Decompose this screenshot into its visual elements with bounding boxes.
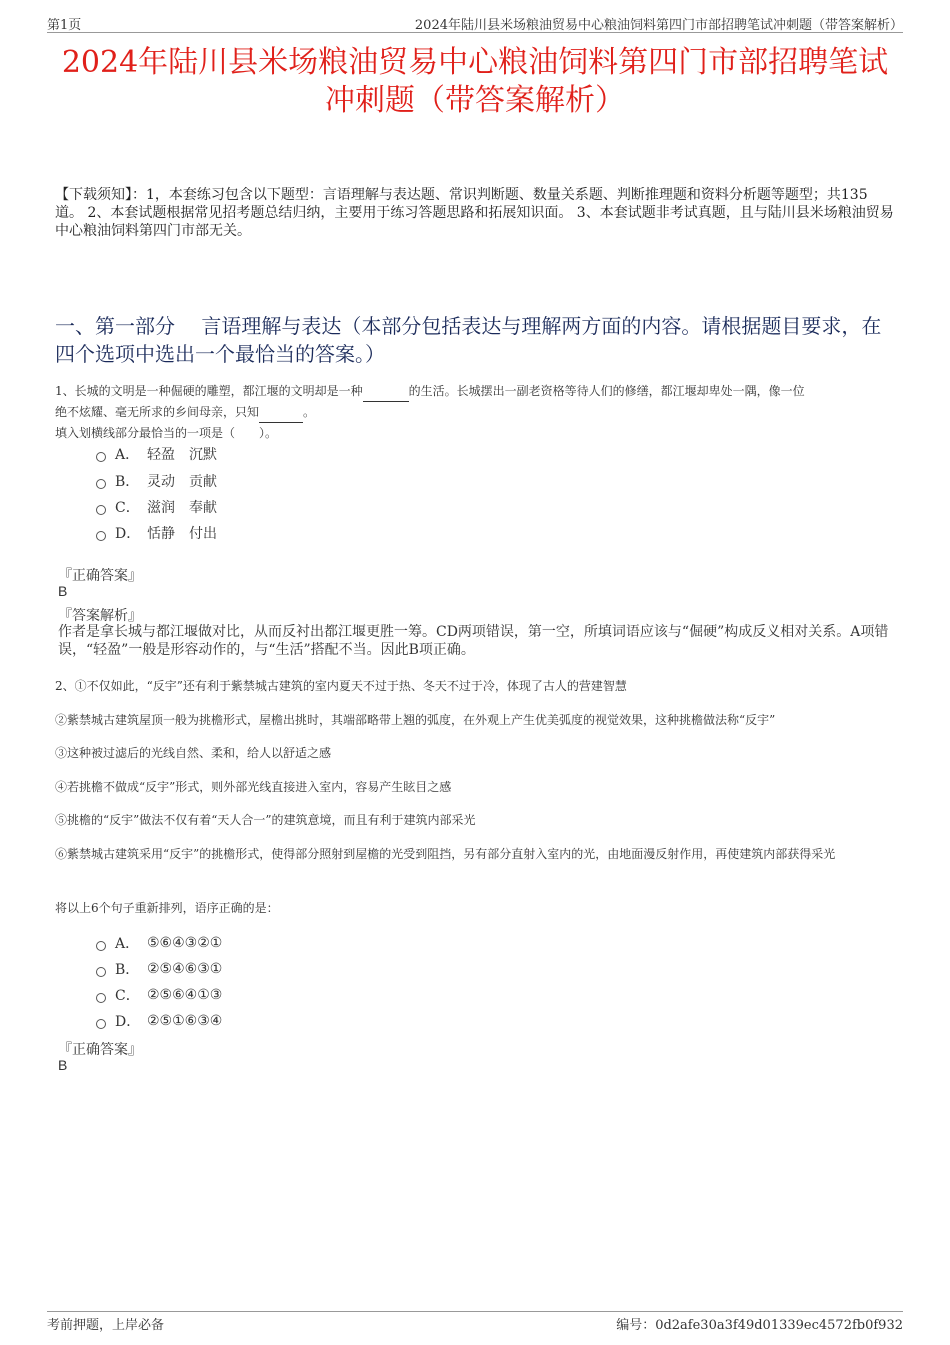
q1-answer-label: 『正确答案』	[58, 568, 142, 584]
q1-analysis: 作者是拿长城与都江堰做对比，从而反衬出都江堰更胜一筹。CD两项错误，第一空，所填词语应该与“倔硬”构成反义相对关系。A项错误，“轻盈”一般是形容动作的，与“生活”搭配不当。因此B项正确。	[58, 624, 889, 658]
q2-sentence-2: ②紫禁城古建筑屋顶一般为挑檐形式，屋檐出挑时，其端部略带上翘的弧度，在外观上产生优美弧度的视觉效果，这种挑檐做法称“反宇”	[55, 713, 776, 727]
q2-option-b[interactable]: B． ②⑤④⑥③①	[96, 959, 222, 979]
radio-icon[interactable]	[96, 967, 106, 977]
page-title-line-2: 冲刺题（带答案解析）	[325, 83, 625, 118]
download-notice: 【下载须知】：1，本套练习包含以下题型：言语理解与表达题、常识判断题、数量关系题、判断推理题和资料分析题等题型；共135道。 2、本套试题根据常见招考题总结归纳，主要用于练习答题思路和拓展知识面。 3、本套试题非考试真题，且与陆川县米场粮油贸易中心粮油饲料第四门市部无关。	[55, 187, 894, 239]
q2-answer: B	[58, 1057, 68, 1073]
question-1-text: 1、长城的文明是一种倔硬的雕塑，都江堰的文明却是一种 的生活。长城摆出一副老资格等待人们的修缮，都江堰却卑处一隅，像一位 绝不炫耀、毫无所求的乡间母亲，只知 。 填入划横线部分最恰当的一项是（ ）。	[55, 381, 900, 443]
header-divider	[47, 32, 903, 33]
q2-sentence-6: ⑥紫禁城古建筑采用“反宇”的挑檐形式，使得部分照射到屋檐的光受到阻挡，另有部分直射入室内的光，由地面漫反射作用，再使建筑内部获得采光	[55, 847, 836, 861]
q1-option-b[interactable]: B． 灵动 贡献	[96, 471, 217, 491]
header-doc-title: 2024年陆川县米场粮油贸易中心粮油饲料第四门市部招聘笔试冲刺题（带答案解析）	[414, 18, 903, 33]
radio-icon[interactable]	[96, 993, 106, 1003]
q2-sentence-3: ③这种被过滤后的光线自然、柔和，给人以舒适之感	[55, 746, 332, 760]
footer-divider	[47, 1311, 903, 1312]
blank-2	[259, 402, 303, 423]
page-title-line-1: 2024年陆川县米场粮油贸易中心粮油饲料第四门市部招聘笔试	[61, 45, 889, 80]
page-title	[50, 44, 900, 120]
q2-option-a[interactable]: A． ⑤⑥④③②①	[96, 933, 222, 953]
radio-icon[interactable]	[96, 1019, 106, 1029]
q2-option-c[interactable]: C． ②⑤⑥④①③	[96, 985, 222, 1005]
footer-slogan: 考前押题，上岸必备	[47, 1318, 165, 1333]
q1-option-d[interactable]: D． 恬静 付出	[96, 523, 217, 543]
q2-sentence-4: ④若挑檐不做成“反宇”形式，则外部光线直接进入室内，容易产生眩目之感	[55, 780, 452, 794]
q2-option-d[interactable]: D． ②⑤①⑥③④	[96, 1011, 222, 1031]
q1-option-a[interactable]: A． 轻盈 沉默	[96, 444, 217, 464]
q1-answer: B	[58, 583, 68, 599]
page-number: 第1页	[47, 18, 82, 33]
radio-icon[interactable]	[96, 479, 106, 489]
q2-prompt: 将以上6个句子重新排列，语序正确的是：	[55, 901, 279, 915]
q1-option-c[interactable]: C． 滋润 奉献	[96, 497, 217, 517]
footer-serial: 编号：0d2afe30a3f49d01339ec4572fb0f932	[616, 1318, 903, 1333]
radio-icon[interactable]	[96, 505, 106, 515]
radio-icon[interactable]	[96, 941, 106, 951]
blank-1	[363, 381, 409, 402]
section-heading: 一、第一部分 言语理解与表达（本部分包括表达与理解两方面的内容。请根据题目要求，在四个选项中选出一个最恰当的答案。）	[55, 314, 882, 366]
radio-icon[interactable]	[96, 452, 106, 462]
q2-sentence-5: ⑤挑檐的“反宇”做法不仅有着“天人合一”的建筑意境，而且有利于建筑内部采光	[55, 813, 476, 827]
radio-icon[interactable]	[96, 531, 106, 541]
q2-sentence-1: 2、①不仅如此，“反宇”还有利于紫禁城古建筑的室内夏天不过于热、冬天不过于冷，体现了古人的营建智慧	[55, 679, 627, 693]
q2-answer-label: 『正确答案』	[58, 1042, 142, 1058]
q1-analysis-label: 『答案解析』	[58, 608, 142, 624]
